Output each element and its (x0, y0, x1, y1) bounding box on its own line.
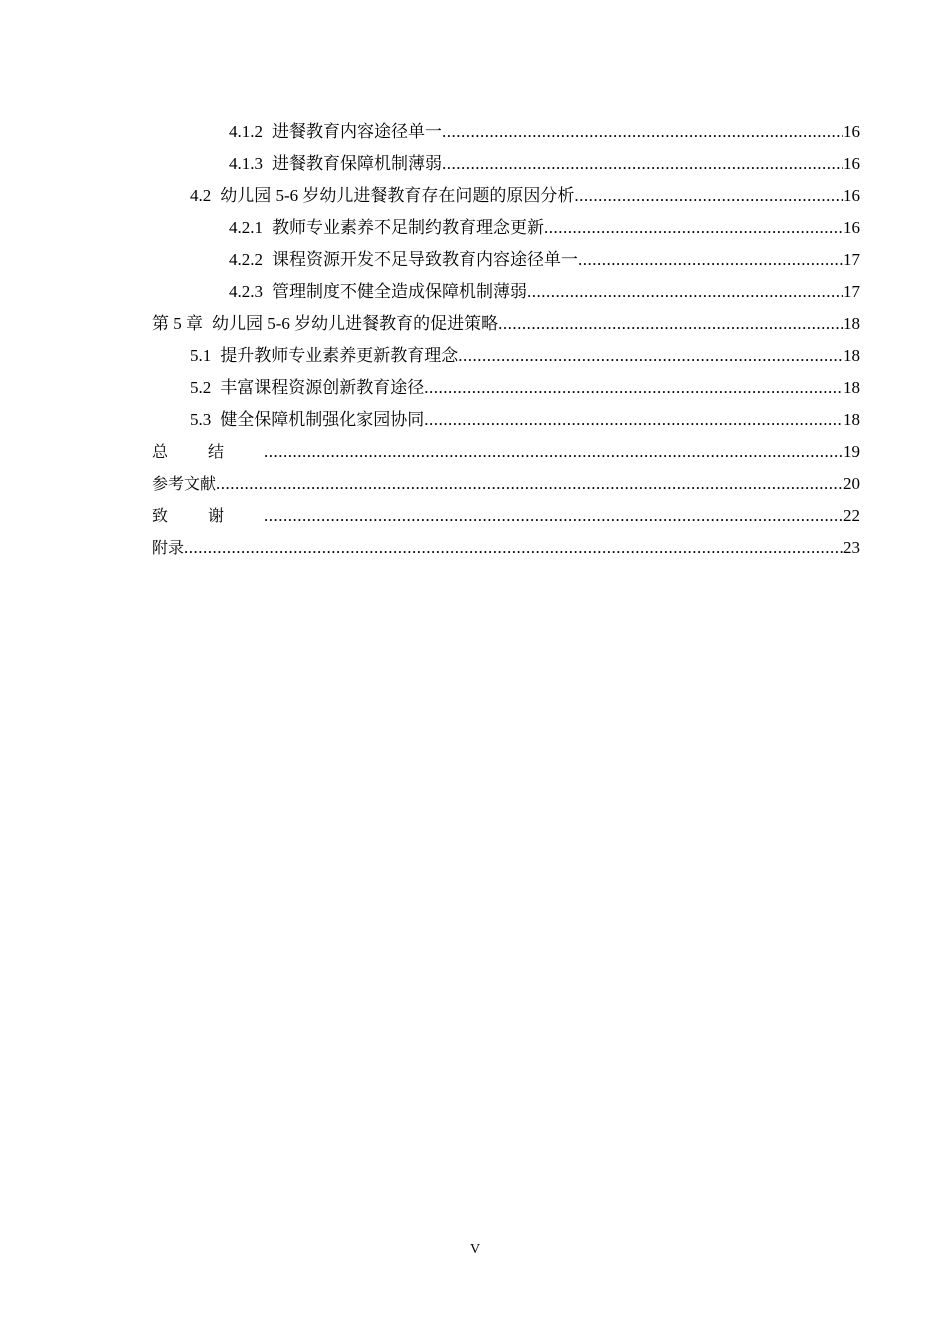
toc-page-number: 16 (843, 122, 860, 141)
toc-title-text: 健全保障机制强化家园协同 (220, 410, 425, 429)
toc-page-number: 19 (843, 442, 860, 461)
toc-entry-4-2-3[interactable] (152, 276, 860, 308)
toc-page-number: 16 (843, 186, 860, 205)
toc-leader-dots (442, 116, 843, 148)
toc-title-text: 幼儿园 5-6 岁幼儿进餐教育存在问题的原因分析 (220, 186, 575, 205)
page-number-footer: V (469, 1242, 481, 1257)
toc-title-text: 提升教师专业素养更新教育理念 (220, 346, 459, 365)
toc-title-text: 进餐教育保障机制薄弱 (272, 154, 442, 173)
toc-title-text: 课程资源开发不足导致教育内容途径单一 (272, 250, 578, 269)
toc-title-text: 总结 (152, 442, 265, 461)
toc-entry-title (152, 308, 498, 340)
toc-entry-title (229, 244, 578, 276)
toc-chapter-number: 第 5 章 (152, 314, 203, 333)
toc-page-number: 17 (843, 250, 860, 269)
toc-entry-title (229, 116, 442, 148)
toc-section-number: 4.2.2 (229, 250, 263, 269)
toc-entry-4-2-2[interactable] (152, 244, 860, 276)
toc-entry-4-1-3[interactable] (152, 148, 860, 180)
toc-page-number: 20 (843, 474, 860, 493)
toc-leader-dots (184, 532, 843, 564)
toc-page-number: 22 (843, 506, 860, 525)
toc-page-number: 23 (843, 538, 860, 557)
toc-leader-dots (527, 276, 843, 308)
toc-title-text: 附录 (152, 538, 185, 557)
toc-leader-dots (544, 212, 843, 244)
toc-leader-dots (574, 180, 843, 212)
toc-section-number: 5.1 (190, 346, 212, 365)
toc-page-number: 16 (843, 154, 860, 173)
toc-leader-dots (498, 308, 843, 340)
toc-entry-chapter-5[interactable] (152, 308, 860, 340)
toc-page-number: 17 (843, 282, 860, 301)
toc-entry-title (229, 276, 527, 308)
toc-section-number: 4.2 (190, 186, 212, 205)
toc-page-number: 18 (843, 314, 860, 333)
toc-page-number: 18 (843, 378, 860, 397)
toc-entry-5-2[interactable] (152, 372, 860, 404)
toc-entry-title (190, 404, 424, 436)
toc-title-text: 参考文献 (152, 474, 217, 493)
toc-page-number: 18 (843, 410, 860, 429)
toc-page-number: 16 (843, 218, 860, 237)
toc-leader-dots (578, 244, 843, 276)
toc-entry-references[interactable] (152, 468, 860, 500)
toc-leader-dots (264, 436, 843, 468)
toc-entry-title (190, 340, 458, 372)
toc-entry-summary[interactable] (152, 436, 860, 468)
toc-page-number: 18 (843, 346, 860, 365)
toc-leader-dots (442, 148, 843, 180)
toc-entry-title (229, 212, 544, 244)
toc-entry-acknowledgements[interactable] (152, 500, 860, 532)
toc-entry-appendix[interactable] (152, 532, 860, 564)
toc-leader-dots (458, 340, 843, 372)
toc-section-number: 4.1.2 (229, 122, 263, 141)
toc-leader-dots (264, 500, 843, 532)
table-of-contents (152, 116, 860, 564)
toc-title-text: 幼儿园 5-6 岁幼儿进餐教育的促进策略 (212, 314, 499, 333)
toc-entry-5-1[interactable] (152, 340, 860, 372)
toc-entry-4-2-1[interactable] (152, 212, 860, 244)
toc-entry-4-2[interactable] (152, 180, 860, 212)
toc-title-text: 进餐教育内容途径单一 (272, 122, 442, 141)
toc-title-text: 教师专业素养不足制约教育理念更新 (272, 218, 544, 237)
toc-section-number: 4.2.3 (229, 282, 263, 301)
toc-entry-5-3[interactable] (152, 404, 860, 436)
toc-entry-title (190, 180, 574, 212)
toc-leader-dots (424, 372, 843, 404)
toc-section-number: 5.2 (190, 378, 212, 397)
toc-title-text: 丰富课程资源创新教育途径 (220, 378, 425, 397)
toc-entry-title (229, 148, 442, 180)
toc-section-number: 5.3 (190, 410, 212, 429)
toc-title-text: 管理制度不健全造成保障机制薄弱 (272, 282, 527, 301)
toc-section-number: 4.2.1 (229, 218, 263, 237)
toc-entry-4-1-2[interactable] (152, 116, 860, 148)
toc-title-text: 致谢 (152, 506, 265, 525)
toc-entry-title (190, 372, 424, 404)
toc-leader-dots (424, 404, 843, 436)
toc-section-number: 4.1.3 (229, 154, 263, 173)
toc-leader-dots (216, 468, 843, 500)
